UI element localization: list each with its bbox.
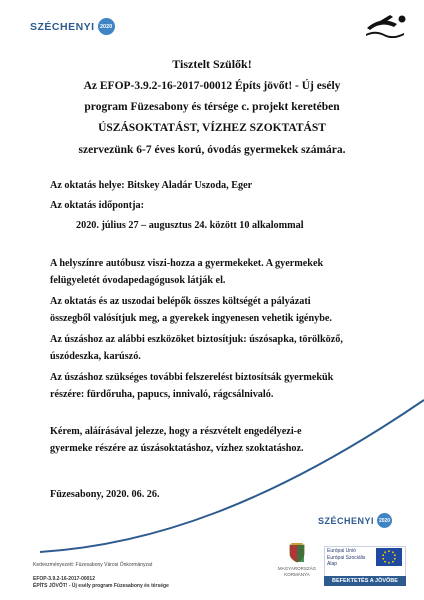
project-name: ÉPÍTS JÖVŐT! - Új esély program Füzesabony és térsége	[33, 583, 169, 589]
szechenyi-logo	[30, 18, 115, 35]
government-label: MAGYARORSZÁG KORMÁNYA	[277, 566, 317, 577]
paragraph-2-line-1: Az oktatás és az uszodai belépők összes költségét a pályázati	[50, 296, 311, 307]
intro-line-2: program Füzesabony és térsége c. projekt keretében	[84, 101, 340, 113]
paragraph-3-line-2: úszódeszka, karúszó.	[50, 351, 141, 362]
footer-szechenyi-2020-badge: 2020	[377, 513, 392, 528]
time-value: 2020. július 27 – augusztus 24. között 10 alkalommal	[76, 220, 304, 231]
intro-line-1: Az EFOP-3.9.2-16-2017-00012 Építs jövőt! - Új esély	[83, 80, 341, 92]
eu-flag-icon	[376, 548, 402, 566]
paragraph-5-line-1: Kérem, aláírásával jelezze, hogy a részvételt engedélyezi-e	[50, 426, 302, 437]
paragraph-4-line-1: Az úszáshoz szükséges további felszerelést biztosítsák gyermekük	[50, 372, 334, 383]
intro-line-4: szervezünk 6-7 éves korú, óvodás gyermekek számára.	[78, 144, 346, 156]
paragraph-4-line-2: részére: fürdőruha, papucs, innivaló, rágcsálnivaló.	[50, 389, 274, 400]
eu-line-3: Alap	[327, 561, 338, 567]
date-place: Füzesabony, 2020. 06. 26.	[50, 489, 160, 500]
paragraph-5-line-2: gyermeke részére az úszásoktatáshoz, vízhez szoktatáshoz.	[50, 443, 304, 454]
project-code: EFOP-3.9.2-16-2017-00012	[33, 576, 95, 582]
paragraph-1-line-2: felügyeletét óvodapedagógusok látják el.	[50, 275, 226, 286]
paragraph-3-line-1: Az úszáshoz az alábbi eszközöket biztosítjuk: úszósapka, törölköző,	[50, 334, 343, 345]
swimmer-icon	[364, 12, 410, 38]
eu-line-1: Európai Unió	[327, 548, 356, 554]
program-name: ÚSZÁSOKTATÁST, VÍZHEZ SZOKTATÁST	[98, 122, 326, 134]
location-line: Az oktatás helye: Bitskey Aladár Uszoda, Eger	[50, 180, 253, 191]
eu-text	[327, 548, 367, 568]
time-label: Az oktatás időpontja:	[50, 200, 144, 211]
szechenyi-logo-text: SZÉCHENYI	[30, 20, 95, 33]
hungarian-crest-icon	[285, 540, 309, 564]
eu-slogan-bar: BEFEKTETÉS A JÖVŐBE	[324, 576, 406, 586]
eu-line-2: Európai Szociális	[327, 554, 366, 561]
paragraph-1-line-1: A helyszínre autóbusz viszi-hozza a gyermekeket. A gyermekek	[50, 258, 324, 269]
paragraph-2-line-2: összegből valósítjuk meg, a gyerekek ingyenesen vehetik igénybe.	[50, 313, 332, 324]
beneficiary-text: Kedvezményezett: Füzesabony Városi Önkormányzat	[33, 562, 153, 568]
szechenyi-2020-badge: 2020	[98, 18, 115, 35]
footer-szechenyi-logo-text: SZÉCHENYI	[318, 515, 375, 526]
footer-szechenyi-logo	[318, 513, 392, 528]
greeting-heading: Tisztelt Szülők!	[172, 57, 252, 71]
